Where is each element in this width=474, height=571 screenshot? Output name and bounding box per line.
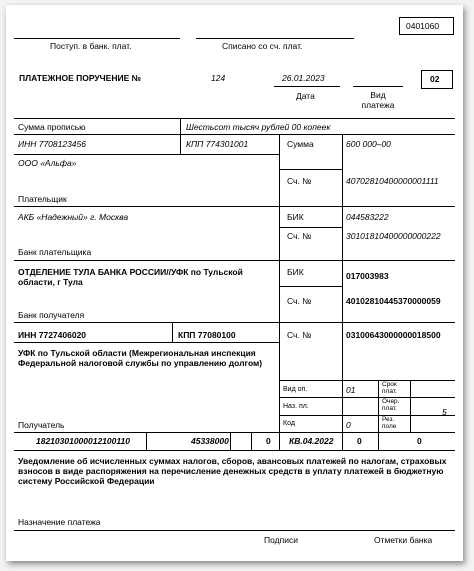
term-label: Срок плат. bbox=[382, 381, 397, 395]
payer-bik: 044583222 bbox=[346, 212, 389, 222]
tax-field-period: КВ.04.2022 bbox=[289, 436, 334, 446]
document-date: 26.01.2023 bbox=[282, 73, 325, 83]
payment-order-form bbox=[6, 5, 463, 561]
tax-field-doc-number: 0 bbox=[357, 436, 362, 446]
payee-bank-label: Банк получателя bbox=[18, 310, 85, 320]
payee-account: 03100643000000018500 bbox=[346, 330, 441, 340]
payee-bik: 017003983 bbox=[346, 271, 389, 281]
received-label: Поступ. в банк. плат. bbox=[50, 41, 132, 51]
status-code: 02 bbox=[430, 74, 440, 84]
payer-bik-label: БИК bbox=[287, 212, 304, 222]
payee-bank-account-label: Сч. № bbox=[287, 296, 312, 306]
payee-bik-label: БИК bbox=[287, 267, 304, 277]
payee-inn: ИНН 7727406020 bbox=[18, 330, 87, 340]
payment-purpose-label: Назначение платежа bbox=[18, 517, 101, 527]
payer-bank-label: Банк плательщика bbox=[18, 247, 92, 257]
tax-field-kbk: 18210301000012100110 bbox=[36, 436, 130, 446]
payer-label: Плательщик bbox=[18, 194, 67, 204]
op-type-value: 01 bbox=[346, 385, 356, 395]
payee-label: Получатель bbox=[18, 420, 65, 430]
payer-account-label: Сч. № bbox=[287, 176, 312, 186]
payer-name: ООО «Альфа» bbox=[18, 158, 77, 168]
payee-bank-name: ОТДЕЛЕНИЕ ТУЛА БАНКА РОССИИ//УФК по Тульской области, г Тула bbox=[18, 267, 243, 288]
signatures-label: Подписи bbox=[264, 535, 298, 545]
payer-account: 40702810400000001111 bbox=[346, 176, 439, 186]
op-type-label: Вид оп. bbox=[283, 386, 308, 393]
tax-field-basis: 0 bbox=[266, 436, 271, 446]
payee-bank-account: 40102810445370000059 bbox=[346, 296, 441, 306]
order-value: 5 bbox=[442, 407, 447, 417]
tax-field-doc-date: 0 bbox=[417, 436, 422, 446]
amount-words-label: Сумма прописью bbox=[18, 122, 86, 132]
sum-value: 600 000–00 bbox=[346, 139, 391, 149]
document-title: ПЛАТЕЖНОЕ ПОРУЧЕНИЕ № bbox=[19, 73, 142, 83]
payer-inn: ИНН 7708123456 bbox=[18, 139, 86, 149]
payee-name: УФК по Тульской области (Межрегиональная инспекция Федеральной налоговой службы по управлению долгом) bbox=[18, 348, 263, 369]
payee-account-label: Сч. № bbox=[287, 330, 312, 340]
form-code: 0401060 bbox=[406, 21, 440, 31]
code-value: 0 bbox=[346, 420, 351, 430]
document-number: 124 bbox=[211, 73, 226, 83]
payee-kpp: КПП 77080100 bbox=[178, 330, 236, 340]
code-label: Код bbox=[283, 420, 295, 427]
tax-field-oktmo: 45338000 bbox=[191, 436, 229, 446]
debited-label: Списано со сч. плат. bbox=[222, 41, 303, 51]
payment-purpose-text: Уведомление об исчисленных суммах налогов, сборов, авансовых платежей по налогам, страховых взносов в виде распоряжения на перечисление денежных средств в уплату платежей в бюджетную систему Российской Федерации bbox=[18, 456, 447, 487]
order-label: Очер. плат. bbox=[382, 398, 400, 412]
purpose-code-label: Наз. пл. bbox=[283, 403, 309, 410]
reserve-label: Рез. поле bbox=[382, 416, 397, 430]
payer-bank-account-label: Сч. № bbox=[287, 231, 312, 241]
date-label: Дата bbox=[296, 91, 315, 101]
amount-words: Шестьсот тысяч рублей 00 копеек bbox=[186, 122, 331, 132]
payer-bank-name: АКБ «Надежный» г. Москва bbox=[18, 212, 129, 222]
payment-type-label: Вид платежа bbox=[361, 90, 395, 111]
payer-bank-account: 30101810400000000222 bbox=[346, 231, 441, 241]
payer-kpp: КПП 774301001 bbox=[186, 139, 249, 149]
bank-marks-label: Отметки банка bbox=[374, 535, 433, 545]
sum-label: Сумма bbox=[287, 139, 314, 149]
